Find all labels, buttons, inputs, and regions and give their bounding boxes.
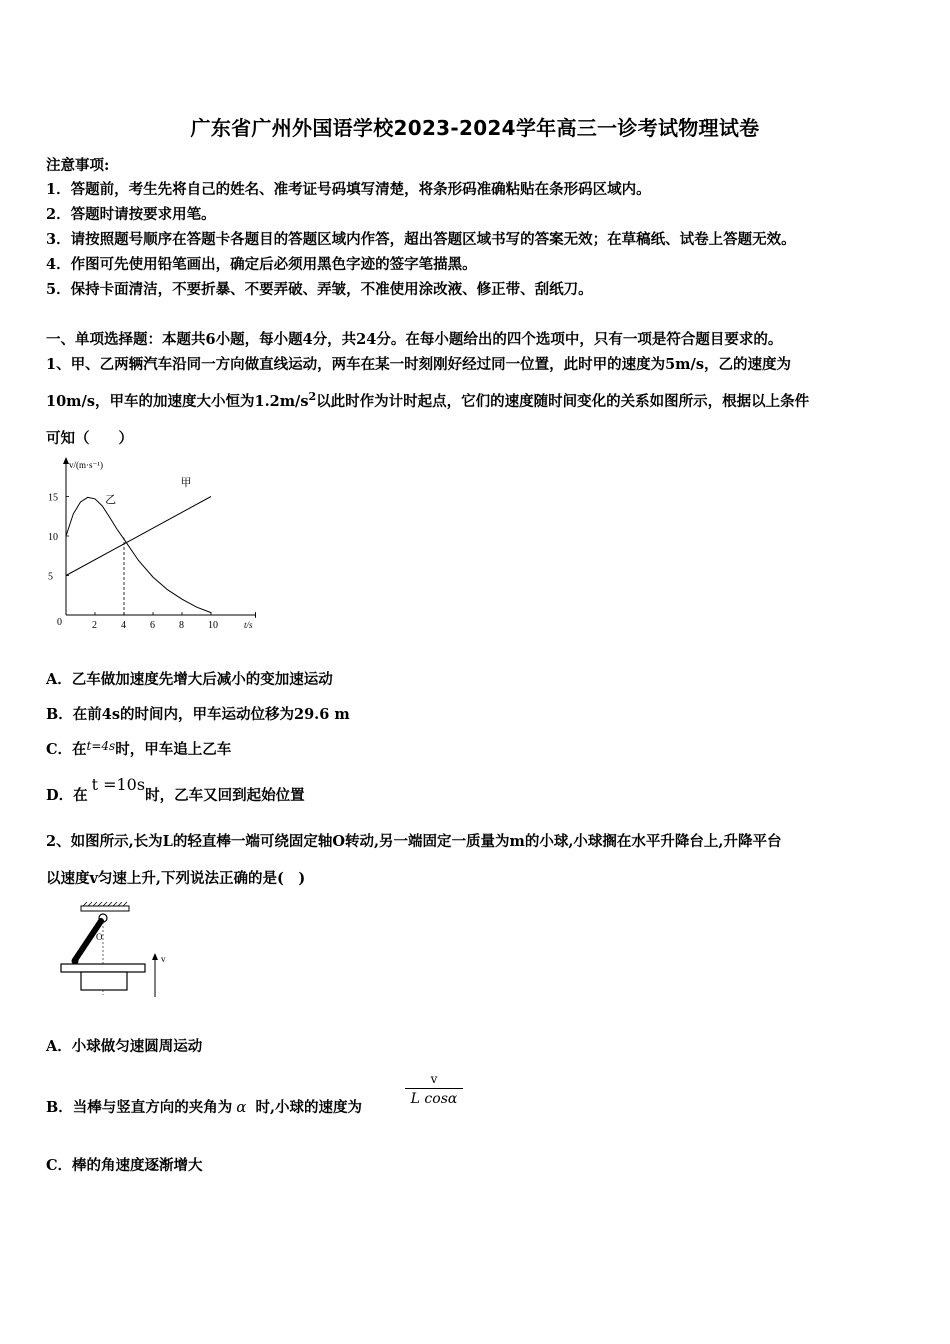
series-line-yi [66, 497, 211, 612]
origin-label: 0 [57, 617, 62, 628]
y-tick-label: 10 [48, 532, 58, 543]
notice-item: 4．作图可先使用铅笔画出，确定后必须用黑色字迹的签字笔描黑。 [46, 256, 477, 273]
ceiling-support [81, 906, 129, 911]
series-label-jia: 甲 [180, 477, 192, 490]
x-tick-label: 2 [92, 620, 97, 631]
x-axis-arrow-icon [255, 612, 256, 618]
q1-stem-line3: 可知（ ） [46, 430, 133, 447]
q1-stem-line1: 1、甲、乙两辆汽车沿同一方向做直线运动，两车在某一时刻刚好经过同一位置，此时甲的速度为5m/s，乙的速度为 [46, 356, 791, 373]
x-tick-label: 6 [150, 620, 155, 631]
notice-item: 5．保持卡面清洁，不要折暴、不要弄破、弄皱，不准使用涂改液、修正带、刮纸刀。 [46, 281, 593, 298]
q2-option-c: C．棒的角速度逐渐增大 [46, 1157, 203, 1174]
q1-option-c: C．在$^{t=4s}$时，甲车追上乙车 [46, 739, 232, 758]
rod-platform-diagram [55, 900, 185, 1005]
notice-heading: 注意事项: [46, 157, 110, 174]
fraction-denominator: L cosα [410, 1091, 458, 1107]
q1-option-b: B．在前4s的时间内，甲车运动位移为29.6 m [46, 706, 350, 723]
x-tick-label: 10 [208, 620, 218, 631]
x-axis-label: t/s [244, 620, 253, 630]
q1-option-a: A．乙车做加速度先增大后减小的变加速运动 [46, 671, 333, 688]
label-o: O [96, 932, 103, 942]
math-alpha: α [236, 1098, 247, 1116]
x-tick-label: 8 [179, 620, 184, 631]
notice-item: 2．答题时请按要求用笔。 [46, 206, 216, 223]
series-label-yi: 乙 [105, 493, 117, 506]
notice-item: 3．请按照题号顺序在答题卡各题目的答题区域内作答，超出答题区域书写的答案无效；在草稿纸、试卷上答题无效。 [46, 231, 796, 248]
q1-stem-line2: 10m/s，甲车的加速度大小恒为$1.2m/s^2$以此时作为计时起点，它们的速度随时间变化的关系如图所示，根据以上条件 [46, 390, 810, 410]
q2-option-a: A．小球做匀速圆周运动 [46, 1038, 203, 1055]
vt-chart [46, 455, 256, 635]
y-axis-label: v/(m·s⁻¹) [69, 460, 103, 470]
y-tick-label: 5 [48, 571, 53, 583]
label-v: v [161, 954, 166, 964]
ceiling-hatch [83, 902, 127, 906]
math-t-4s: t=4s [86, 739, 116, 753]
platform-top [61, 964, 145, 972]
section-heading: 一、单项选择题：本题共6小题，每小题4分，共24分。在每小题给出的四个选项中，只有一项是符合题目要求的。 [46, 331, 783, 348]
x-tick-label: 4 [121, 620, 126, 631]
notice-item: 1．答题前，考生先将自己的姓名、准考证号码填写清楚，将条形码准确粘贴在条形码区域内。 [46, 181, 651, 198]
velocity-fraction [405, 1072, 463, 1107]
math-t-10s: t =10s [91, 775, 146, 794]
fraction-numerator: v [405, 1072, 463, 1089]
q2-stem-line2: 以速度v匀速上升,下列说法正确的是( ) [46, 870, 306, 887]
q2-option-b: B．当棒与竖直方向的夹角为 α 时,小球的速度为 [46, 1098, 363, 1116]
q2-stem-line1: 2、如图所示,长为L的轻直棒一端可绕固定轴O转动,另一端固定一质量为m的小球,小球搁在水平升降台上,升降平台 [46, 833, 782, 850]
q1-option-d: D．在t =10s时，乙车又回到起始位置 [46, 775, 305, 804]
y-tick-label: 15 [48, 492, 58, 504]
arrow-head-icon [152, 953, 158, 960]
platform-base [81, 972, 127, 990]
page-title: 广东省广州外国语学校2023-2024学年高三一诊考试物理试卷 [190, 116, 760, 140]
series-line-jia [66, 497, 211, 576]
